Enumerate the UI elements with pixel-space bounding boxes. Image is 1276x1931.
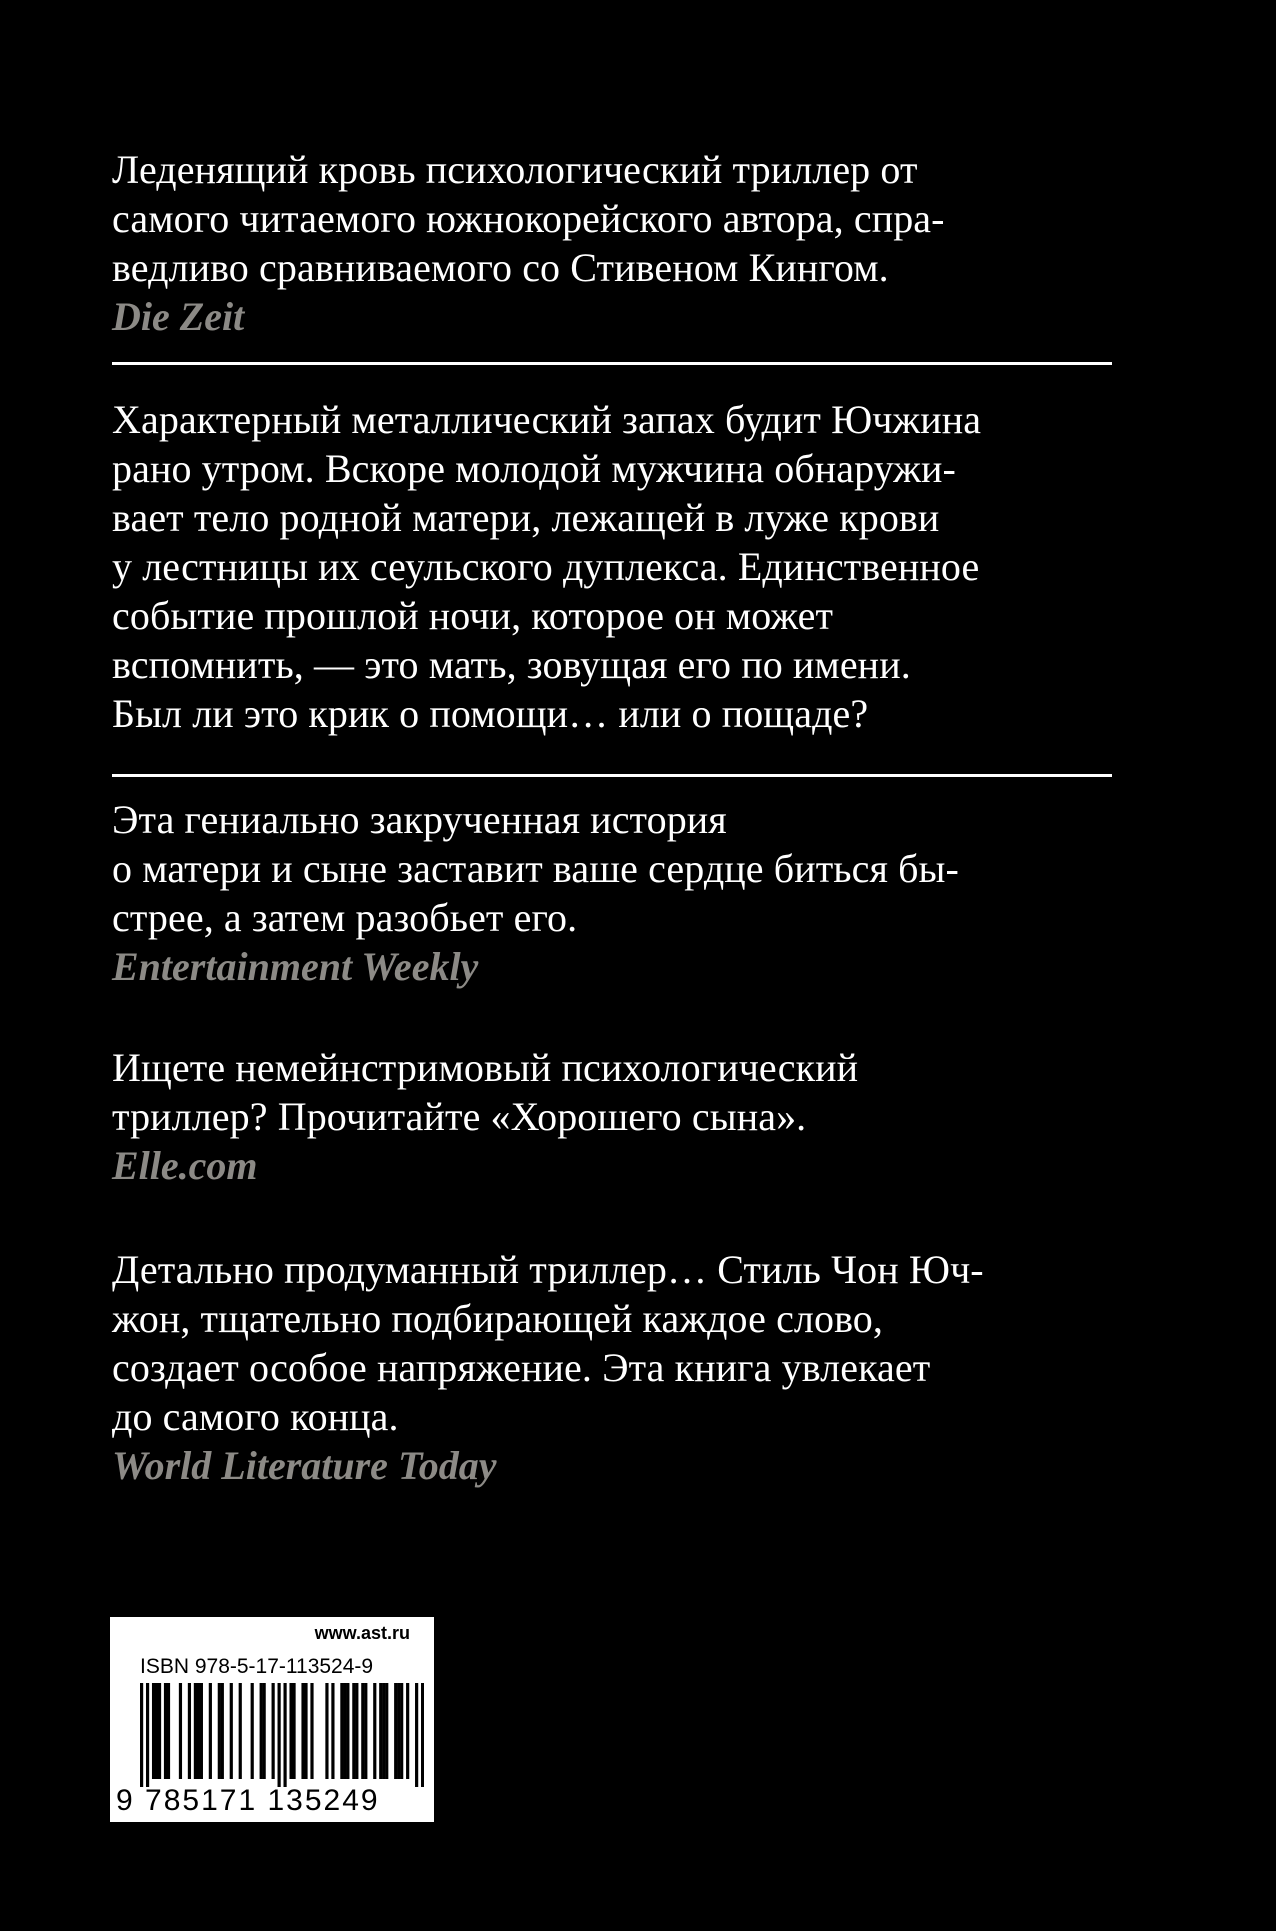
synopsis-line: у лестницы их сеульского дуплекса. Единственное xyxy=(112,544,980,589)
synopsis xyxy=(112,395,1152,738)
review-line: Детально продуманный триллер… Стиль Чон Юч- xyxy=(112,1247,984,1292)
review-source: World Literature Today xyxy=(112,1443,497,1488)
barcode-bar xyxy=(164,1683,167,1779)
barcode-digits: 9 785171 135249 xyxy=(116,1784,380,1817)
review-line: триллер? Прочитайте «Хорошего сына». xyxy=(112,1094,807,1139)
barcode-bar xyxy=(379,1683,382,1779)
barcode-bar xyxy=(346,1683,349,1779)
barcode-bar xyxy=(343,1683,346,1779)
barcode-bar xyxy=(155,1683,158,1779)
review-line: Леденящий кровь психологический триллер от xyxy=(112,147,918,192)
barcode-bar xyxy=(146,1683,149,1787)
barcode-bar xyxy=(289,1683,292,1779)
review-line: ведливо сравниваемого со Стивеном Кингом. xyxy=(112,245,889,290)
barcode-bar xyxy=(394,1683,397,1779)
barcode-bar xyxy=(364,1683,367,1779)
review-line: создает особое напряжение. Эта книга увлекает xyxy=(112,1345,931,1390)
barcode-bar xyxy=(352,1683,355,1779)
barcode-bar xyxy=(283,1683,286,1787)
synopsis-line: Был ли это крик о помощи… или о пощаде? xyxy=(112,691,869,736)
barcode-bar xyxy=(263,1683,266,1779)
barcode-bar xyxy=(340,1683,343,1779)
barcode-bar xyxy=(421,1683,424,1787)
review-line: Ищете немейнстримовый психологический xyxy=(112,1045,859,1090)
divider-line xyxy=(112,362,1112,365)
review-elle xyxy=(112,1043,1152,1190)
publisher-website: www.ast.ru xyxy=(314,1623,410,1643)
review-line: стрее, а затем разобьет его. xyxy=(112,895,578,940)
barcode-bar xyxy=(221,1683,224,1779)
review-die-zeit xyxy=(112,145,1152,341)
barcode-bar xyxy=(304,1683,307,1779)
barcode-bar xyxy=(194,1683,197,1779)
barcode-bar xyxy=(209,1683,212,1779)
barcode-bar xyxy=(373,1683,376,1779)
barcode-bar xyxy=(361,1683,364,1779)
barcode-bar xyxy=(415,1683,418,1787)
barcode-bar xyxy=(325,1683,328,1779)
review-line: жон, тщательно подбирающей каждое слово, xyxy=(112,1296,883,1341)
barcode-bar xyxy=(260,1683,263,1779)
barcode-bar xyxy=(301,1683,304,1779)
barcode-bar xyxy=(292,1683,295,1779)
divider-line xyxy=(112,774,1112,777)
barcode-bar xyxy=(355,1683,358,1779)
barcode-bar xyxy=(188,1683,191,1779)
barcode-bar xyxy=(272,1683,275,1779)
synopsis-line: Характерный металлический запах будит Ючжина xyxy=(112,397,982,442)
barcode-bar xyxy=(197,1683,200,1779)
isbn-label: ISBN 978-5-17-113524-9 xyxy=(140,1655,374,1678)
review-entertainment-weekly xyxy=(112,795,1152,991)
barcode-bar xyxy=(400,1683,403,1779)
barcode-bar xyxy=(218,1683,221,1779)
barcode-bar xyxy=(397,1683,400,1779)
barcode-bar xyxy=(278,1683,281,1787)
barcode-bar xyxy=(230,1683,233,1779)
barcode-bar xyxy=(200,1683,203,1779)
barcode-box xyxy=(110,1617,434,1822)
barcode-bar xyxy=(251,1683,254,1779)
synopsis-line: вспомнить, — это мать, зовущая его по имени. xyxy=(112,642,911,687)
barcode-bar xyxy=(331,1683,334,1779)
barcode-bar xyxy=(310,1683,313,1779)
barcode-bar xyxy=(406,1683,409,1779)
barcode-bar xyxy=(158,1683,161,1779)
review-line: Эта гениально закрученная история xyxy=(112,797,727,842)
synopsis-line: вает тело родной матери, лежащей в луже крови xyxy=(112,495,940,540)
synopsis-line: событие прошлой ночи, которое он может xyxy=(112,593,834,638)
barcode-bar xyxy=(167,1683,170,1779)
review-line: о матери и сыне заставит ваше сердце биться бы- xyxy=(112,846,959,891)
synopsis-line: рано утром. Вскоре молодой мужчина обнаружи- xyxy=(112,446,956,491)
review-world-literature-today xyxy=(112,1245,1152,1490)
barcode-bar xyxy=(152,1683,155,1779)
review-line: до самого конца. xyxy=(112,1394,399,1439)
barcode-bar xyxy=(382,1683,385,1779)
review-source: Entertainment Weekly xyxy=(112,944,479,989)
barcode-bar xyxy=(385,1683,388,1779)
review-line: самого читаемого южнокорейского автора, спра- xyxy=(112,196,945,241)
barcode-icon xyxy=(140,1683,424,1787)
barcode-bar xyxy=(239,1683,242,1779)
barcode-bar xyxy=(140,1683,143,1787)
barcode-bar xyxy=(179,1683,182,1779)
review-source: Elle.com xyxy=(112,1143,258,1188)
review-source: Die Zeit xyxy=(112,294,245,339)
